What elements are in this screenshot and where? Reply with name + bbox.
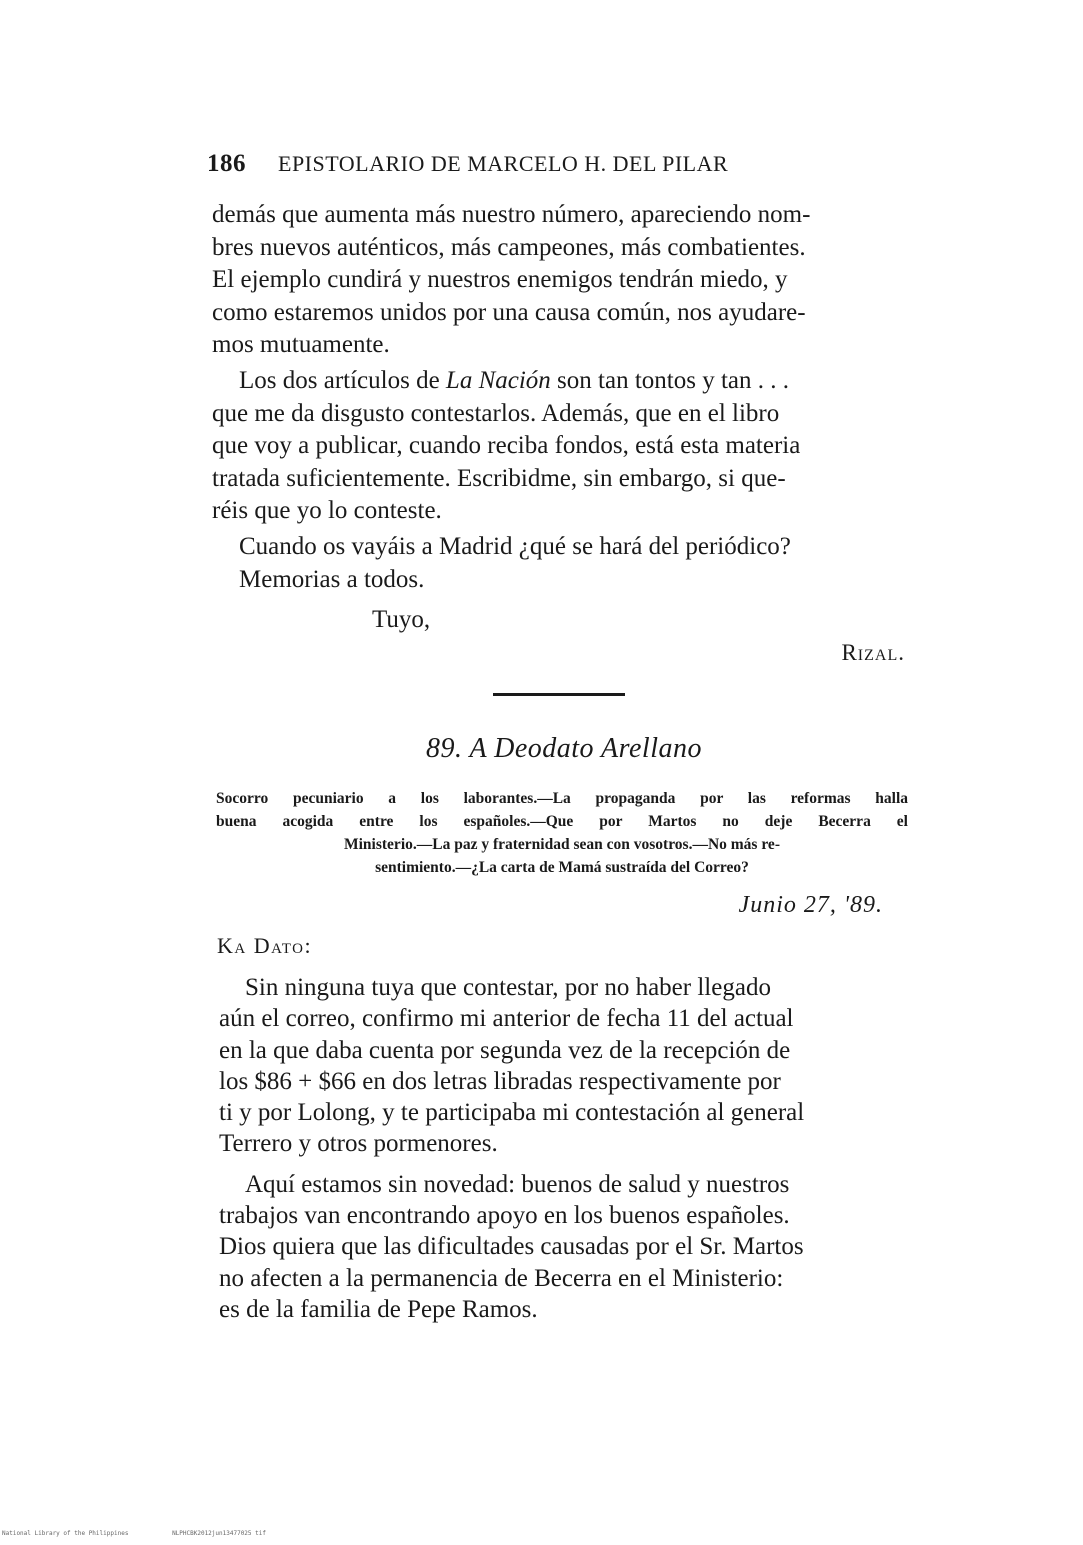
text-line: como estaremos unidos por una causa común, nos ayudare- (212, 298, 806, 326)
text-line: trabajos van encontrando apoyo en los buenos españoles. (219, 1202, 790, 1230)
text-line: réis que yo lo conteste. (212, 497, 442, 525)
paragraph (212, 365, 906, 528)
text-line: demás que aumenta más nuestro número, apareciendo nom- (212, 201, 811, 228)
signature (841, 640, 905, 666)
text-line: los $86 + $66 en dos letras libradas respectivamente por (219, 1067, 781, 1095)
salutation (217, 933, 312, 959)
paragraph (219, 972, 909, 1160)
text-line: Dios quiera que las dificultades causadas por el Sr. Martos (219, 1233, 804, 1261)
page-number: 186 (207, 150, 246, 177)
newspaper-title: La Nación (445, 366, 551, 394)
text-line: que me da disgusto contestarlos. Además, que en el libro (212, 399, 780, 427)
text-line: Cuando os vayáis a Madrid ¿qué se hará del periódico? (239, 532, 791, 560)
running-header (207, 150, 907, 178)
text-line: es de la familia de Pepe Ramos. (219, 1295, 538, 1323)
text-line: Sin ninguna tuya que contestar, por no haber llegado (245, 974, 771, 1001)
summary-line: Socorro pecuniario a los laborantes.—La propaganda por las reformas halla (216, 790, 908, 807)
paragraph (219, 1169, 909, 1325)
text-line: bres nuevos auténticos, más campeones, más combatientes. (212, 233, 806, 261)
section-divider (493, 693, 625, 696)
summary-line: Ministerio.—La paz y fraternidad sean con vosotros.—No más re- (344, 836, 780, 853)
library-name: National Library of the Philippines (2, 1530, 129, 1537)
scan-footer (2, 1530, 266, 1537)
letter-body (219, 972, 909, 1325)
text-line: no afecten a la permanencia de Becerra en el Ministerio: (219, 1264, 784, 1292)
running-title: EPISTOLARIO DE MARCELO H. DEL PILAR (278, 151, 729, 176)
text-line: ti y por Lolong, y te participaba mi contestación al general (219, 1099, 805, 1127)
text-line: El ejemplo cundirá y nuestros enemigos tendrán miedo, y (212, 266, 788, 294)
closing: Tuyo, (372, 606, 431, 633)
section-summary (216, 787, 908, 879)
text-line: que voy a publicar, cuando reciba fondos, está esta materia (212, 432, 801, 460)
text-line: mos mutuamente. (212, 331, 390, 359)
text-line: Aquí estamos sin novedad: buenos de salud y nuestros (245, 1170, 790, 1198)
letter-continuation (212, 199, 906, 596)
paragraph (212, 531, 906, 596)
salutation-text: Ka Dato: (217, 933, 313, 958)
text-line: Terrero y otros pormenores. (219, 1130, 498, 1158)
section-title: 89. A Deodato Arellano (426, 733, 702, 764)
text-line: en la que daba cuenta por segunda vez de la recepción de (219, 1036, 791, 1064)
text-line: Los dos artículos de La Nación son tan tontos y tan . . . (239, 366, 789, 394)
file-id: NLPHCBK2012jun13477025 tif (172, 1530, 266, 1537)
text-line: tratada suficientemente. Escribidme, sin embargo, si que- (212, 464, 786, 492)
paragraph (212, 199, 906, 362)
letter-date: Junio 27, '89. (738, 892, 883, 918)
text-line: aún el correo, confirmo mi anterior de fecha 11 del actual (219, 1005, 794, 1033)
summary-line: sentimiento.—¿La carta de Mamá sustraída del Correo? (375, 859, 749, 876)
summary-line: buena acogida entre los españoles.—Que por Martos no deje Becerra el (216, 813, 908, 830)
signature-text: Rizal. (841, 640, 905, 665)
text-line: Memorias a todos. (239, 565, 425, 593)
